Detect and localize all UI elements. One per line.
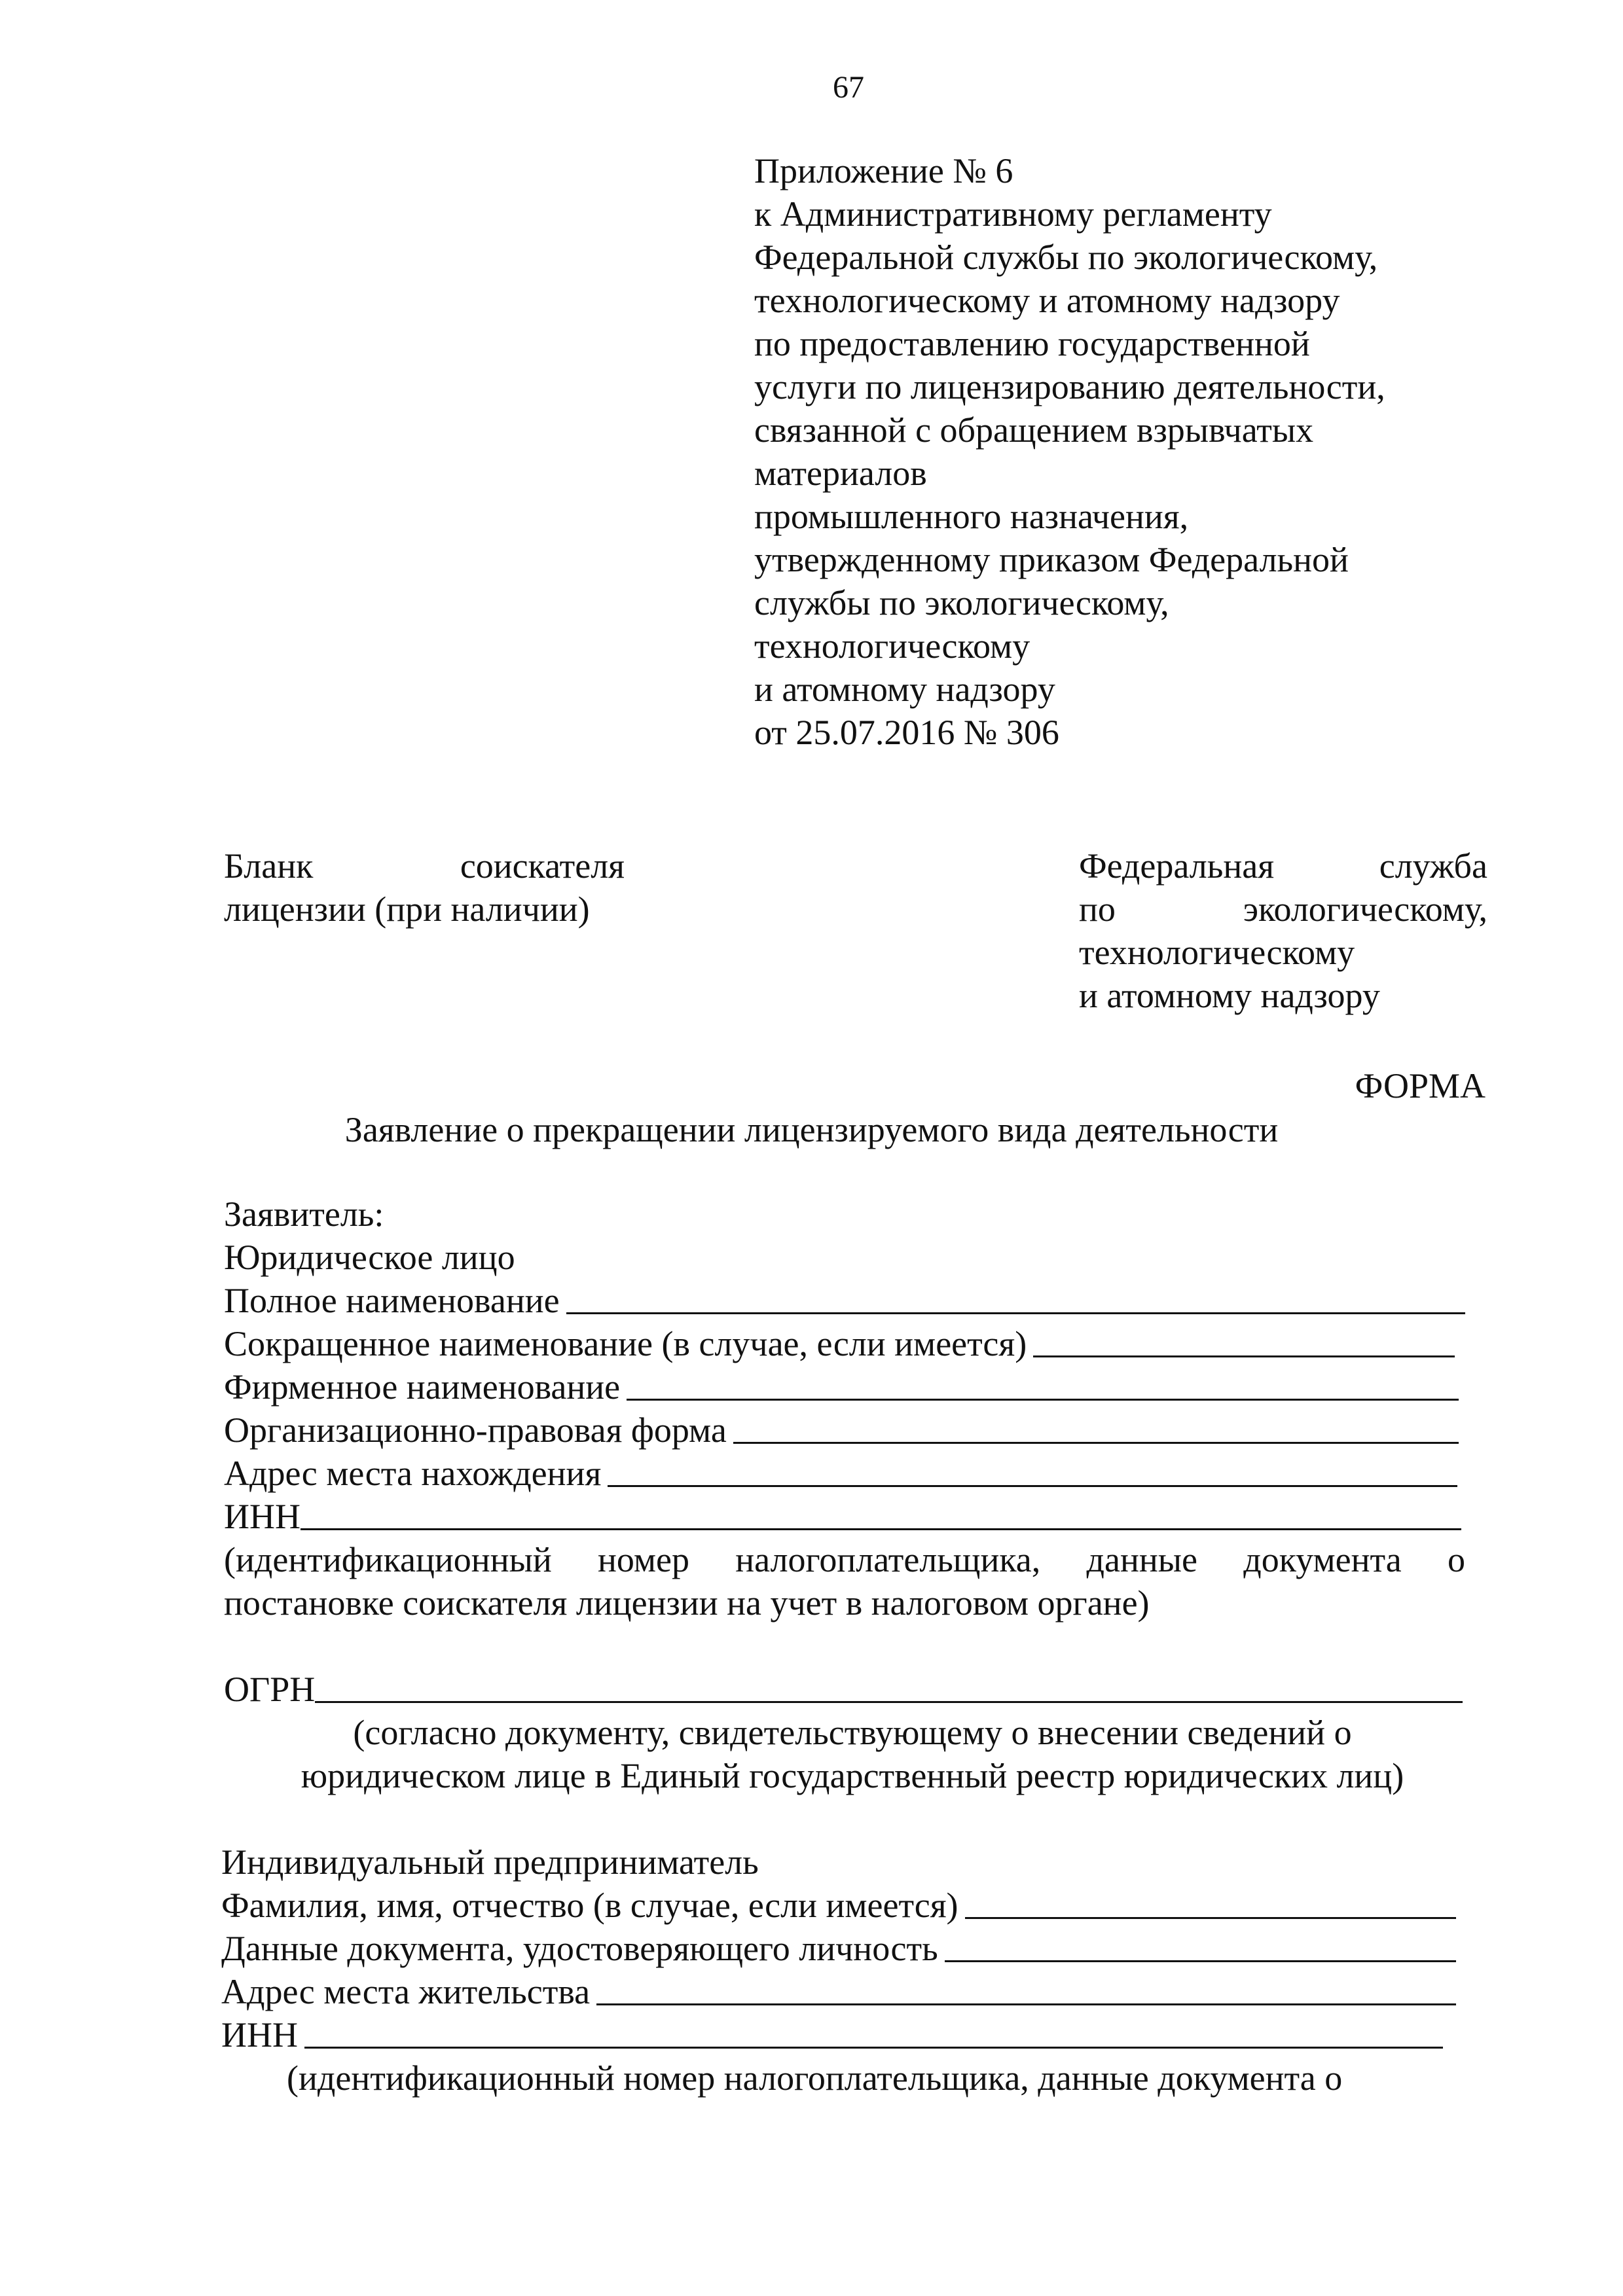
addressee-word: служба xyxy=(1379,846,1487,886)
id-document-row xyxy=(221,1927,1463,1970)
full-name-field[interactable] xyxy=(566,1280,1465,1314)
appendix-line: и атомному надзору xyxy=(754,670,1055,709)
ogrn-row xyxy=(224,1668,1465,1711)
appendix-line: утвержденному приказом Федеральной xyxy=(754,540,1349,579)
individual-inn-note-line-1: (идентификационный номер налогоплательщика, данные документа о xyxy=(287,2058,1343,2098)
appendix-line: по предоставлению государственной xyxy=(754,324,1310,363)
inn-note-word: данные xyxy=(1086,1540,1197,1579)
appendix-line: службы по экологическому, xyxy=(754,583,1169,622)
inn-label: ИНН xyxy=(224,1497,301,1536)
fio-field[interactable] xyxy=(965,1884,1456,1919)
individual-inn-label: ИНН xyxy=(221,2015,298,2054)
inn-note-line-1 xyxy=(224,1538,1465,1581)
appendix-line: промышленного назначения, xyxy=(754,497,1189,536)
appendix-line: технологическому и атомному надзору xyxy=(754,281,1340,320)
applicant-label: Заявитель: xyxy=(224,1194,384,1234)
address-field[interactable] xyxy=(608,1452,1457,1487)
ogrn-note-line-2: юридическом лице в Единый государственный реестр юридических лиц) xyxy=(301,1756,1404,1795)
form-label: ФОРМА xyxy=(1355,1066,1486,1105)
applicant-letterhead-note xyxy=(224,844,625,931)
page-number: 67 xyxy=(833,70,864,105)
full-name-label: Полное наименование xyxy=(224,1281,560,1320)
inn-note-word: (идентификационный xyxy=(224,1540,552,1579)
letterhead-word: соискателя xyxy=(460,846,625,886)
inn-note-word: налогоплательщика, xyxy=(735,1540,1041,1579)
ogrn-label: ОГРН xyxy=(224,1670,316,1709)
brand-name-label: Фирменное наименование xyxy=(224,1367,621,1407)
short-name-label: Сокращенное наименование (в случае, если имеется) xyxy=(224,1324,1027,1363)
short-name-row xyxy=(224,1322,1465,1365)
id-document-field[interactable] xyxy=(945,1928,1456,1962)
residence-row xyxy=(221,1970,1463,2013)
appendix-line: связанной с обращением взрывчатых xyxy=(754,410,1314,450)
legal-entity-section xyxy=(224,1193,1465,1624)
inn-note-word: документа xyxy=(1243,1540,1402,1579)
ogrn-note-line-1: (согласно документу, свидетельствующему о внесении сведений о xyxy=(353,1713,1352,1752)
address-label: Адрес места нахождения xyxy=(224,1454,602,1493)
addressee-word: Федеральная xyxy=(1079,846,1275,886)
ogrn-field[interactable] xyxy=(315,1668,1463,1703)
inn-note-word: номер xyxy=(598,1540,690,1579)
addressee-block xyxy=(1079,844,1487,1017)
letterhead-line: лицензии (при наличии) xyxy=(224,889,590,929)
residence-field[interactable] xyxy=(596,1971,1456,2005)
appendix-line: технологическому xyxy=(754,626,1030,666)
fio-row xyxy=(221,1884,1463,1927)
appendix-line: Приложение № 6 xyxy=(754,151,1013,190)
document-title: Заявление о прекращении лицензируемого вида деятельности xyxy=(344,1110,1279,1149)
address-row xyxy=(224,1452,1465,1495)
appendix-line: к Административному регламенту xyxy=(754,194,1272,234)
full-name-row xyxy=(224,1279,1465,1322)
brand-name-row xyxy=(224,1365,1465,1408)
appendix-line: от 25.07.2016 № 306 xyxy=(754,713,1059,752)
inn-row xyxy=(224,1495,1465,1538)
legal-form-label: Организационно-правовая форма xyxy=(224,1410,727,1450)
appendix-line: материалов xyxy=(754,454,927,493)
addressee-line: технологическому xyxy=(1079,933,1355,972)
addressee-line: и атомному надзору xyxy=(1079,976,1380,1015)
short-name-field[interactable] xyxy=(1033,1323,1455,1357)
appendix-line: Федеральной службы по экологическому, xyxy=(754,238,1378,277)
inn-field[interactable] xyxy=(301,1496,1461,1530)
brand-name-field[interactable] xyxy=(627,1366,1459,1401)
id-document-label: Данные документа, удостоверяющего личность xyxy=(221,1929,938,1968)
legal-form-row xyxy=(224,1408,1465,1452)
inn-note-word: о xyxy=(1447,1540,1465,1579)
ogrn-section xyxy=(224,1668,1465,1797)
fio-label: Фамилия, имя, отчество (в случае, если имеется) xyxy=(221,1886,958,1925)
letterhead-word: Бланк xyxy=(224,846,314,886)
individual-heading: Индивидуальный предприниматель xyxy=(221,1842,759,1882)
individual-inn-row xyxy=(221,2013,1463,2056)
addressee-word: экологическому, xyxy=(1243,889,1487,929)
inn-note-line-2: постановке соискателя лицензии на учет в налоговом органе) xyxy=(224,1583,1150,1623)
legal-entity-heading: Юридическое лицо xyxy=(224,1238,515,1277)
individual-entrepreneur-section xyxy=(221,1840,1463,2100)
addressee-word: по xyxy=(1079,889,1116,929)
residence-label: Адрес места жительства xyxy=(221,1972,591,2011)
appendix-header xyxy=(754,149,1385,754)
legal-form-field[interactable] xyxy=(733,1409,1459,1444)
individual-inn-field[interactable] xyxy=(304,2014,1443,2049)
appendix-line: услуги по лицензированию деятельности, xyxy=(754,367,1385,406)
